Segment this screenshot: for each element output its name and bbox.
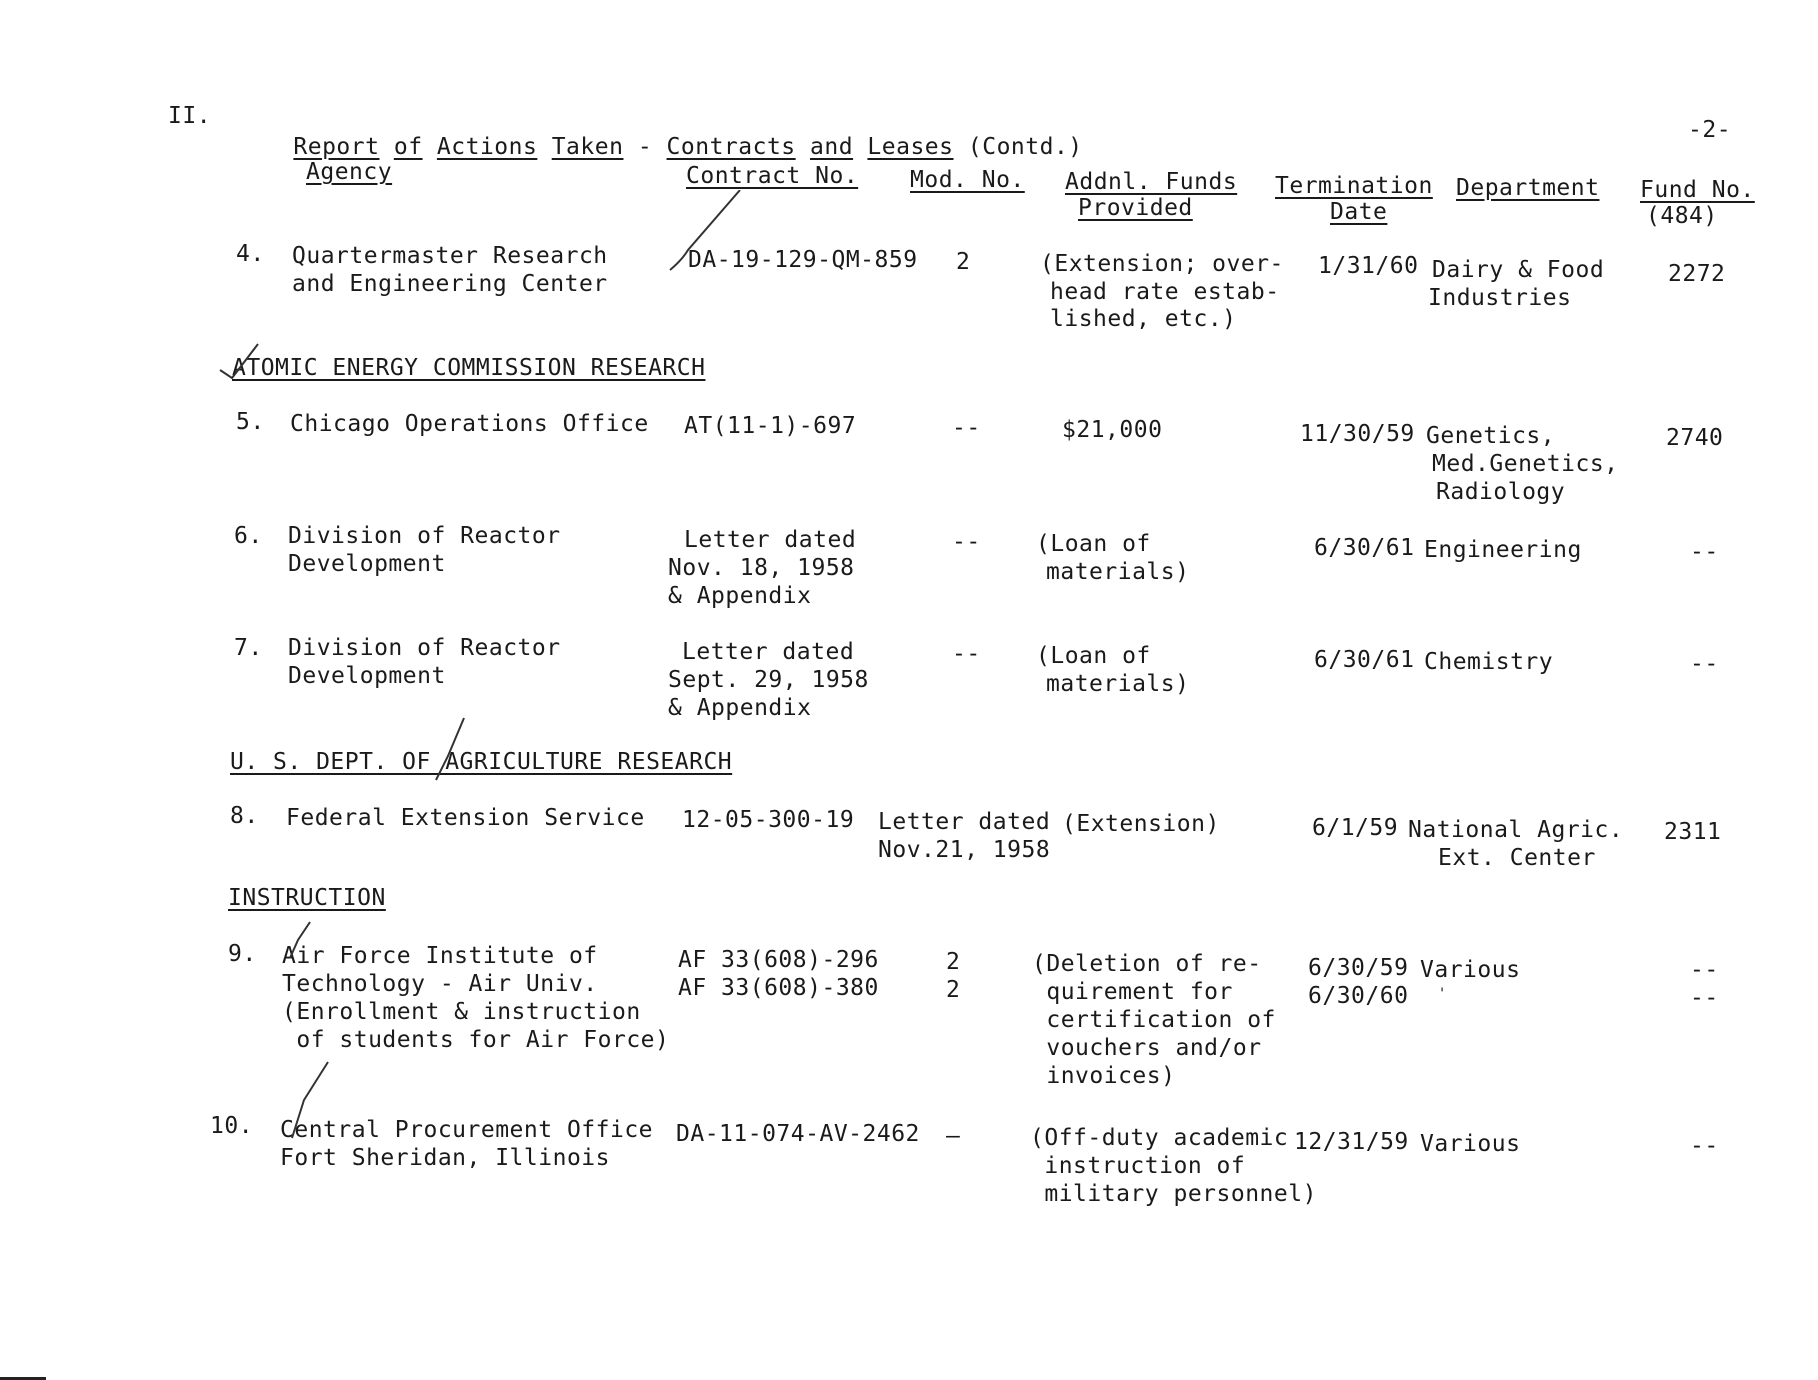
section-heading-usda: U. S. DEPT. OF AGRICULTURE RESEARCH — [230, 749, 733, 775]
col-header-termination-1: Termination — [1275, 173, 1433, 199]
row-number: 9. — [228, 941, 257, 967]
mod-cell: 2 — [946, 949, 961, 975]
contract-cell: AF 33(608)-380 — [678, 975, 879, 1001]
funds-cell: materials) — [1046, 671, 1190, 697]
termination-cell: 6/1/59 — [1312, 815, 1399, 841]
col-header-funds-2: Provided — [1078, 195, 1193, 221]
termination-cell: 6/30/61 — [1314, 647, 1415, 673]
fund-cell: -- — [1690, 985, 1719, 1011]
termination-cell: 6/30/59 — [1308, 955, 1409, 981]
mod-cell: 2 — [946, 977, 961, 1003]
mod-cell: Nov.21, 1958 — [878, 837, 1051, 863]
department-cell: Engineering — [1424, 537, 1582, 563]
fund-cell: -- — [1690, 1133, 1719, 1159]
agency-cell: Air Force Institute of — [282, 943, 598, 969]
funds-cell: (Extension; over- — [1040, 251, 1284, 277]
fund-cell: -- — [1690, 651, 1719, 677]
agency-cell: Central Procurement Office — [280, 1117, 654, 1143]
row-number: 8. — [230, 803, 259, 829]
funds-cell: military personnel) — [1030, 1181, 1317, 1207]
mod-cell: -- — [952, 641, 981, 667]
agency-cell: Fort Sheridan, Illinois — [280, 1145, 610, 1171]
funds-cell: invoices) — [1032, 1063, 1176, 1089]
fund-cell: -- — [1690, 957, 1719, 983]
row-number: 10. — [210, 1113, 254, 1139]
row-number: 4. — [236, 241, 265, 267]
department-cell: Radiology — [1436, 479, 1566, 505]
department-cell: Dairy & Food — [1432, 257, 1605, 283]
department-cell: Ext. Center — [1438, 845, 1596, 871]
section-heading-aec: ATOMIC ENERGY COMMISSION RESEARCH — [232, 355, 706, 381]
row-number: 5. — [236, 409, 265, 435]
mod-cell: 2 — [956, 249, 971, 275]
section-heading-instruction: INSTRUCTION — [228, 885, 386, 911]
agency-cell: Development — [288, 663, 446, 689]
funds-cell: $21,000 — [1062, 417, 1163, 443]
agency-cell: Division of Reactor — [288, 523, 561, 549]
funds-cell: lished, etc.) — [1050, 306, 1237, 332]
department-cell: Chemistry — [1424, 649, 1554, 675]
department-cell: ' — [1420, 986, 1447, 1002]
funds-cell: (Off-duty academic — [1030, 1125, 1289, 1151]
termination-cell: 6/30/61 — [1314, 535, 1415, 561]
agency-cell: and Engineering Center — [292, 271, 608, 297]
col-header-fund-no: Fund No. — [1640, 177, 1755, 203]
agency-cell: Chicago Operations Office — [290, 411, 649, 437]
contract-cell: Letter dated — [682, 639, 855, 665]
department-cell: National Agric. — [1408, 817, 1624, 843]
department-cell: Various — [1420, 1131, 1521, 1157]
agency-cell: Federal Extension Service — [286, 805, 645, 831]
funds-cell: vouchers and/or — [1032, 1035, 1262, 1061]
funds-cell: (Loan of — [1036, 643, 1151, 669]
termination-cell: 1/31/60 — [1318, 253, 1419, 279]
funds-cell: (Loan of — [1036, 531, 1151, 557]
termination-cell: 11/30/59 — [1300, 421, 1415, 447]
col-header-department: Department — [1456, 175, 1600, 201]
mod-cell: -- — [952, 415, 981, 441]
department-cell: Industries — [1428, 285, 1572, 311]
mod-cell: — — [946, 1123, 961, 1149]
col-header-contract-no: Contract No. — [686, 163, 859, 189]
contract-cell: & Appendix — [668, 583, 812, 609]
agency-cell: of students for Air Force) — [282, 1027, 670, 1053]
report-title: Report of Actions Taken - Contracts and Leases (Contd.) — [293, 134, 1083, 160]
funds-cell: (Deletion of re- — [1032, 951, 1262, 977]
fund-cell: 2272 — [1668, 261, 1726, 287]
department-cell: Various — [1420, 957, 1521, 983]
contract-cell: DA-19-129-QM-859 — [688, 247, 918, 273]
col-header-funds-1: Addnl. Funds — [1065, 169, 1238, 195]
mod-cell: Letter dated — [878, 809, 1051, 835]
contract-cell: AF 33(608)-296 — [678, 947, 879, 973]
department-cell: Med.Genetics, — [1432, 451, 1619, 477]
agency-cell: Division of Reactor — [288, 635, 561, 661]
funds-cell: materials) — [1046, 559, 1190, 585]
agency-cell: Quartermaster Research — [292, 243, 608, 269]
row-number: 7. — [234, 635, 263, 661]
mod-cell: -- — [952, 529, 981, 555]
col-header-agency: Agency — [306, 159, 393, 185]
row-number: 6. — [234, 523, 263, 549]
contract-cell: DA-11-074-AV-2462 — [676, 1121, 920, 1147]
fund-cell: -- — [1690, 539, 1719, 565]
agency-cell: (Enrollment & instruction — [282, 999, 641, 1025]
contract-cell: & Appendix — [668, 695, 812, 721]
section-numeral: II. — [168, 103, 212, 129]
agency-cell: Development — [288, 551, 446, 577]
funds-cell: (Extension) — [1062, 811, 1220, 837]
contract-cell: 12-05-300-19 — [682, 807, 855, 833]
contract-cell: Letter dated — [684, 527, 857, 553]
termination-cell: 6/30/60 — [1308, 983, 1409, 1009]
termination-cell: 12/31/59 — [1294, 1129, 1409, 1155]
funds-cell: certification of — [1032, 1007, 1276, 1033]
department-cell: Genetics, — [1426, 423, 1556, 449]
fund-cell: 2311 — [1664, 819, 1722, 845]
col-header-fund-no-484: (484) — [1646, 203, 1718, 229]
agency-cell: Technology - Air Univ. — [282, 971, 598, 997]
fund-cell: 2740 — [1666, 425, 1724, 451]
funds-cell: instruction of — [1030, 1153, 1246, 1179]
contract-cell: Sept. 29, 1958 — [668, 667, 869, 693]
funds-cell: quirement for — [1032, 979, 1233, 1005]
contract-cell: AT(11-1)-697 — [684, 413, 857, 439]
page-number: -2- — [1688, 117, 1732, 143]
col-header-termination-2: Date — [1330, 199, 1388, 225]
contract-cell: Nov. 18, 1958 — [668, 555, 855, 581]
col-header-mod-no: Mod. No. — [910, 167, 1025, 193]
funds-cell: head rate estab- — [1050, 279, 1280, 305]
